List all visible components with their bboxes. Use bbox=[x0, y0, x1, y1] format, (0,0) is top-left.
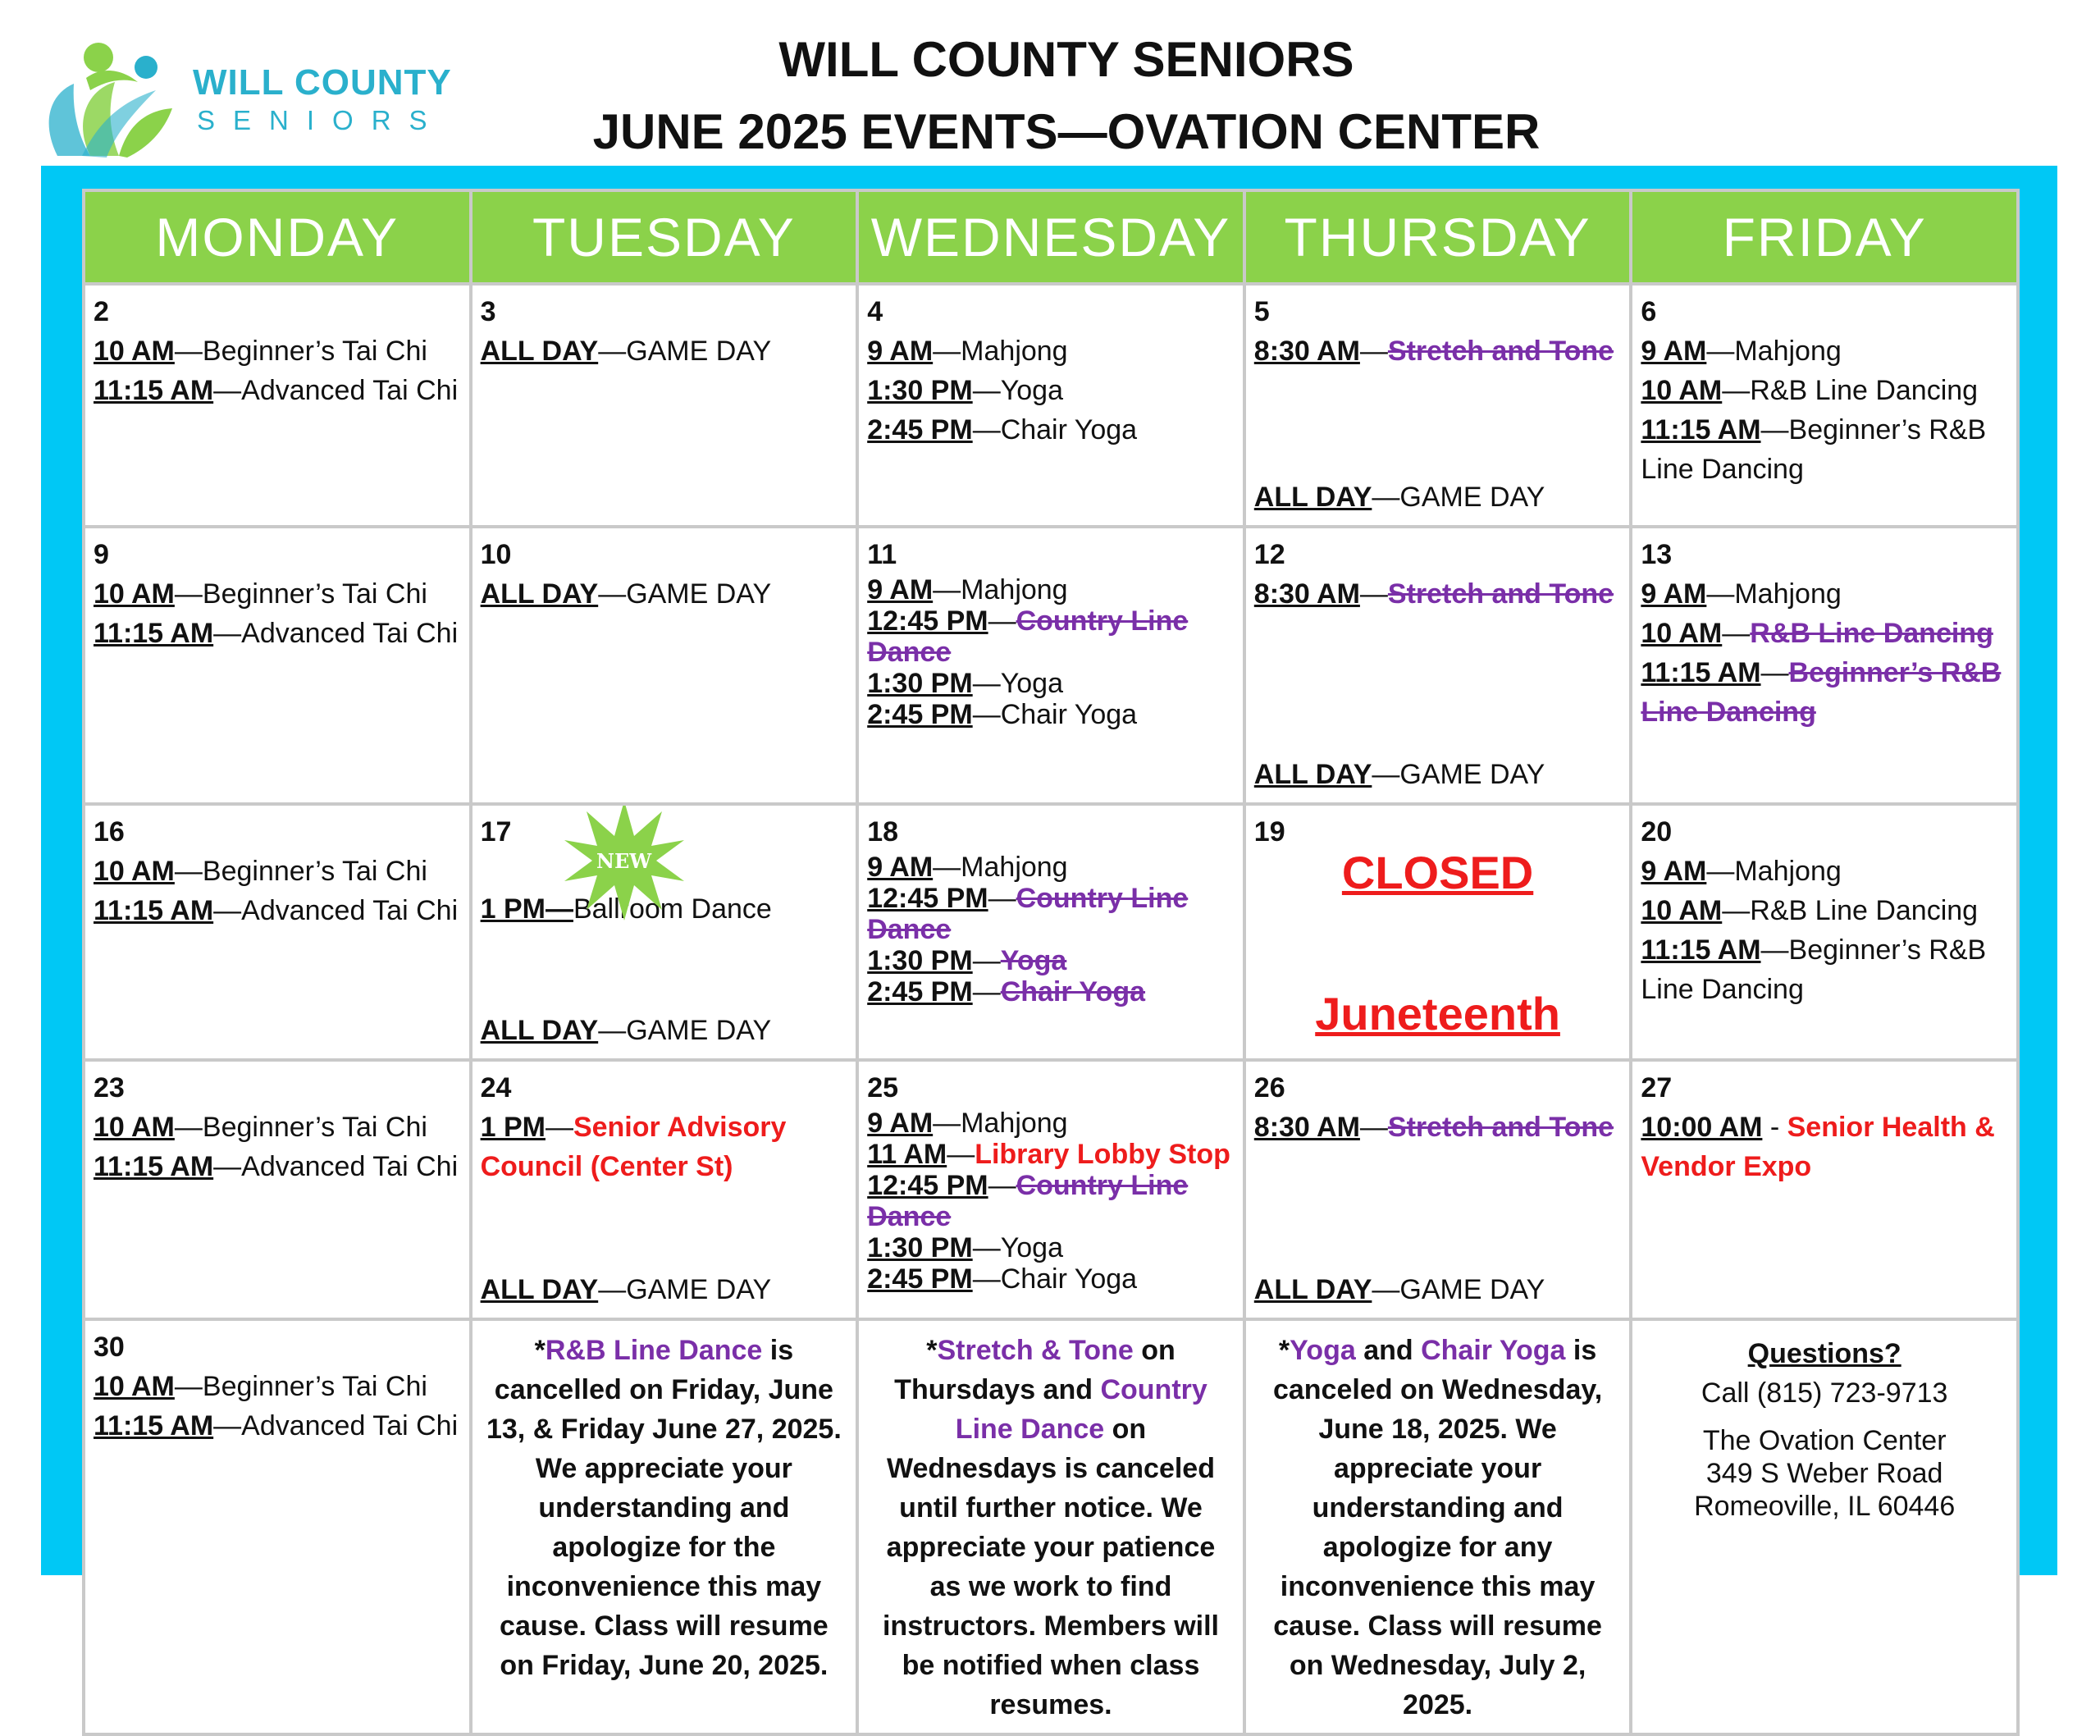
event-item: ALL DAY—GAME DAY bbox=[1253, 759, 1545, 790]
day-number: 6 bbox=[1641, 296, 1657, 327]
day-cell-27 bbox=[1631, 1060, 2018, 1319]
day-number: 3 bbox=[480, 296, 496, 327]
event-item: 1:30 PM—Yoga bbox=[867, 668, 1063, 699]
day-cell-13 bbox=[1631, 527, 2018, 804]
day-cell-30 bbox=[84, 1319, 471, 1734]
logo-text-top: WILL COUNTY bbox=[193, 62, 452, 103]
holiday-label: Juneteenth bbox=[1315, 988, 1560, 1039]
event-item: 9 AM—Mahjong bbox=[1641, 578, 1842, 610]
day-number: 27 bbox=[1641, 1072, 1673, 1103]
day-number: 23 bbox=[94, 1072, 125, 1103]
event-item-canceled: 2:45 PM—Chair Yoga bbox=[867, 976, 1146, 1007]
day-number: 18 bbox=[867, 816, 899, 847]
day-number: 9 bbox=[94, 539, 109, 570]
header-friday: FRIDAY bbox=[1631, 190, 2018, 284]
event-item-canceled: 12:45 PM—Country Line Dance bbox=[867, 883, 1189, 945]
weekday-header-row bbox=[84, 190, 2018, 284]
event-item: 9 AM—Mahjong bbox=[867, 1108, 1068, 1139]
event-item: 10 AM—Beginner’s Tai Chi bbox=[94, 578, 427, 610]
day-number: 10 bbox=[480, 539, 512, 570]
event-item: ALL DAY—GAME DAY bbox=[1253, 482, 1545, 513]
day-cell-19 bbox=[1244, 804, 1632, 1060]
day-cell-5 bbox=[1244, 284, 1632, 527]
day-number: 5 bbox=[1253, 296, 1270, 327]
note-rb-cancel: *R&B Line Dance is cancelled on Friday, June 13, & Friday June 27, 2025. We appreciate your understanding and apologize for the inconvenience this may cause. Class will resume on Friday, June 20, 2025. bbox=[471, 1319, 858, 1734]
event-item: 1 PM—Senior Advisory Council (Center St) bbox=[480, 1112, 787, 1182]
logo bbox=[41, 33, 468, 164]
day-number: 26 bbox=[1253, 1072, 1285, 1103]
day-number: 2 bbox=[94, 296, 109, 327]
event-item-canceled: 8:30 AM—Stretch and Tone bbox=[1253, 336, 1614, 367]
event-item: 1:30 PM—Yoga bbox=[867, 1232, 1063, 1263]
note-yoga-cancel: *Yoga and Chair Yoga is canceled on Wednesday, June 18, 2025. We appreciate your understanding and apologize for any inconvenience this may cause. Class will resume on Wednesday, July 2, 2025. bbox=[1244, 1319, 1632, 1734]
day-cell-16 bbox=[84, 804, 471, 1060]
event-item: 11:15 AM—Beginner’s R&B Line Dancing bbox=[1641, 414, 1987, 485]
event-item: 10 AM—Beginner’s Tai Chi bbox=[94, 856, 427, 887]
closed-label: CLOSED bbox=[1341, 847, 1534, 898]
new-badge-label: NEW bbox=[596, 849, 652, 873]
event-item: ALL DAY—GAME DAY bbox=[1253, 1274, 1545, 1305]
event-item: 1 PM—Ballroom Dance bbox=[480, 893, 772, 925]
event-item: 9 AM—Mahjong bbox=[1641, 856, 1842, 887]
day-number: 30 bbox=[94, 1332, 125, 1363]
event-item-canceled: 10 AM—R&B Line Dancing bbox=[1641, 618, 1993, 649]
event-item-canceled: 8:30 AM—Stretch and Tone bbox=[1253, 1112, 1614, 1143]
event-item: 2:45 PM—Chair Yoga bbox=[867, 1263, 1138, 1295]
event-item-canceled: 12:45 PM—Country Line Dance bbox=[867, 605, 1189, 668]
event-item-canceled: 12:45 PM—Country Line Dance bbox=[867, 1170, 1189, 1232]
new-badge bbox=[563, 804, 686, 922]
day-number: 17 bbox=[480, 816, 512, 847]
day-number: 16 bbox=[94, 816, 125, 847]
event-item: 2:45 PM—Chair Yoga bbox=[867, 699, 1138, 730]
event-item: 10 AM—Beginner’s Tai Chi bbox=[94, 336, 427, 367]
event-item: ALL DAY—GAME DAY bbox=[480, 1274, 772, 1305]
event-item: 1:30 PM—Yoga bbox=[867, 375, 1063, 406]
event-item-canceled: 8:30 AM—Stretch and Tone bbox=[1253, 578, 1614, 610]
event-item: 2:45 PM—Chair Yoga bbox=[867, 414, 1138, 445]
event-item: ALL DAY—GAME DAY bbox=[480, 336, 772, 367]
day-cell-18 bbox=[857, 804, 1244, 1060]
day-cell-26 bbox=[1244, 1060, 1632, 1319]
event-item: 11:15 AM—Beginner’s R&B Line Dancing bbox=[1641, 934, 1987, 1005]
event-item: 11:15 AM—Advanced Tai Chi bbox=[94, 1151, 459, 1182]
day-cell-4 bbox=[857, 284, 1244, 527]
header-thursday: THURSDAY bbox=[1244, 190, 1632, 284]
day-cell-20 bbox=[1631, 804, 2018, 1060]
event-item: ALL DAY—GAME DAY bbox=[480, 578, 772, 610]
venue-street: 349 S Weber Road bbox=[1705, 1458, 1943, 1489]
day-cell-10 bbox=[471, 527, 858, 804]
day-cell-12 bbox=[1244, 527, 1632, 804]
day-number: 4 bbox=[867, 296, 883, 327]
week-row-4 bbox=[84, 1060, 2018, 1319]
phone: Call (815) 723-9713 bbox=[1701, 1377, 1948, 1409]
calendar-table bbox=[82, 189, 2020, 1736]
day-number: 24 bbox=[480, 1072, 512, 1103]
event-item: 10 AM—R&B Line Dancing bbox=[1641, 375, 1979, 406]
day-cell-23 bbox=[84, 1060, 471, 1319]
day-cell-6 bbox=[1631, 284, 2018, 527]
week-row-1 bbox=[84, 284, 2018, 527]
header-wednesday: WEDNESDAY bbox=[857, 190, 1244, 284]
event-item: 10 AM—Beginner’s Tai Chi bbox=[94, 1112, 427, 1143]
event-item: 9 AM—Mahjong bbox=[867, 852, 1068, 883]
contact-info bbox=[1631, 1319, 2018, 1734]
week-row-5 bbox=[84, 1319, 2018, 1734]
event-item: 10 AM—Beginner’s Tai Chi bbox=[94, 1371, 427, 1402]
day-cell-2 bbox=[84, 284, 471, 527]
event-item: 11:15 AM—Advanced Tai Chi bbox=[94, 618, 459, 649]
page-title: WILL COUNTY SENIORS bbox=[778, 32, 1354, 87]
event-item-canceled: 11:15 AM—Beginner’s R&B Line Dancing bbox=[1641, 657, 2002, 728]
event-item: 9 AM—Mahjong bbox=[867, 336, 1068, 367]
header-monday: MONDAY bbox=[84, 190, 471, 284]
day-number: 13 bbox=[1641, 539, 1673, 570]
event-item: 11:15 AM—Advanced Tai Chi bbox=[94, 1410, 459, 1441]
day-cell-24 bbox=[471, 1060, 858, 1319]
day-number: 12 bbox=[1253, 539, 1285, 570]
venue-name: The Ovation Center bbox=[1702, 1425, 1947, 1456]
day-number: 11 bbox=[867, 539, 897, 570]
day-cell-17 bbox=[471, 804, 858, 1060]
day-number: 20 bbox=[1641, 816, 1673, 847]
header-tuesday: TUESDAY bbox=[471, 190, 858, 284]
event-item: 9 AM—Mahjong bbox=[867, 574, 1068, 605]
event-item: 11:15 AM—Advanced Tai Chi bbox=[94, 375, 459, 406]
event-item: 10 AM—R&B Line Dancing bbox=[1641, 895, 1979, 926]
week-row-3 bbox=[84, 804, 2018, 1060]
day-number: 25 bbox=[867, 1072, 899, 1103]
event-item: 11 AM—Library Lobby Stop bbox=[867, 1139, 1230, 1170]
day-cell-3 bbox=[471, 284, 858, 527]
event-item: 10:00 AM - Senior Health & Vendor Expo bbox=[1641, 1112, 1995, 1182]
venue-city: Romeoville, IL 60446 bbox=[1694, 1491, 1956, 1522]
event-item-canceled: 1:30 PM—Yoga bbox=[867, 945, 1067, 976]
day-number: 19 bbox=[1253, 816, 1285, 847]
note-stretch-country-cancel: *Stretch & Tone on Thursdays and Country Line Dance on Wednesdays is canceled until further notice. We appreciate your patience as we work to find instructors. Members will be notified when class resumes. bbox=[857, 1319, 1244, 1734]
week-row-2 bbox=[84, 527, 2018, 804]
event-item: ALL DAY—GAME DAY bbox=[480, 1015, 772, 1046]
logo-text-bottom: SENIORS bbox=[197, 105, 445, 135]
page-subtitle: JUNE 2025 EVENTS—OVATION CENTER bbox=[592, 104, 1541, 159]
event-item: 11:15 AM—Advanced Tai Chi bbox=[94, 895, 459, 926]
day-cell-9 bbox=[84, 527, 471, 804]
questions-heading: Questions? bbox=[1747, 1338, 1901, 1369]
event-item: 9 AM—Mahjong bbox=[1641, 336, 1842, 367]
day-cell-11 bbox=[857, 527, 1244, 804]
seniors-figures-icon bbox=[41, 33, 180, 164]
day-cell-25 bbox=[857, 1060, 1244, 1319]
